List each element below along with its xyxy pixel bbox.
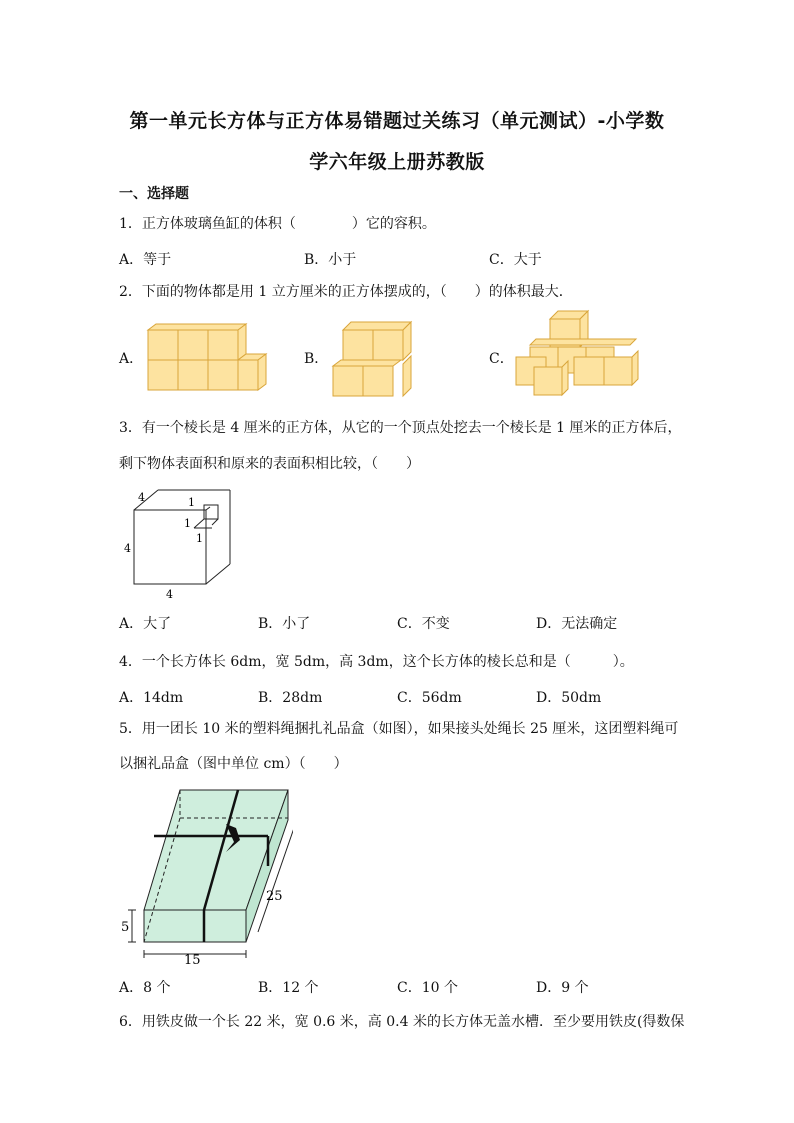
section-heading: 一、选择题 bbox=[119, 186, 189, 202]
question-3-stem-line1: 3．有一个棱长是 4 厘米的正方体，从它的一个顶点处挖去一个棱长是 1 厘米的正方体后， bbox=[119, 420, 682, 436]
q5-label-width: 15 bbox=[184, 953, 201, 966]
page-title-line1: 第一单元长方体与正方体易错题过关练习（单元测试）-小学数 bbox=[129, 110, 665, 132]
q3-label-top: 4 bbox=[138, 491, 145, 504]
q5-label-length: 25 bbox=[266, 889, 283, 904]
q5-option-c[interactable]: C．10 个 bbox=[397, 980, 458, 996]
q4-option-d[interactable]: D．50dm bbox=[536, 690, 602, 706]
q5-option-b[interactable]: B．12 个 bbox=[258, 980, 319, 996]
q4-option-c[interactable]: C．56dm bbox=[397, 690, 462, 706]
q2-figure-b bbox=[325, 318, 420, 400]
q3-label-n3: 1 bbox=[196, 532, 203, 545]
q2-figure-a bbox=[140, 320, 270, 400]
q1-option-a[interactable]: A．等于 bbox=[119, 252, 172, 268]
question-1-stem: 1．正方体玻璃鱼缸的体积（ ）它的容积。 bbox=[119, 216, 436, 232]
question-5-stem-line2: 以捆礼品盒（图中单位 cm）（ ） bbox=[119, 756, 348, 772]
q4-option-b[interactable]: B．28dm bbox=[258, 690, 323, 706]
q3-label-n1: 1 bbox=[188, 496, 195, 509]
q2-option-c[interactable]: C． bbox=[489, 351, 514, 367]
page-title-line2: 学六年级上册苏教版 bbox=[309, 151, 485, 173]
q3-cube-figure bbox=[120, 488, 240, 603]
q5-option-d[interactable]: D．9 个 bbox=[536, 980, 589, 996]
q3-option-d[interactable]: D．无法确定 bbox=[536, 616, 618, 632]
q1-option-c[interactable]: C．大于 bbox=[489, 252, 542, 268]
q3-option-a[interactable]: A．大了 bbox=[119, 616, 172, 632]
q2-option-a[interactable]: A． bbox=[119, 351, 144, 367]
question-3-stem-line2: 剩下物体表面积和原来的表面积相比较，（ ） bbox=[119, 456, 420, 472]
q2-figure-c bbox=[510, 305, 640, 397]
q3-label-n2: 1 bbox=[184, 517, 191, 530]
q3-label-bottom: 4 bbox=[166, 588, 173, 601]
q2-option-b[interactable]: B． bbox=[304, 351, 329, 367]
question-4-stem: 4．一个长方体长 6dm，宽 5dm，高 3dm，这个长方体的棱长总和是（ ）。 bbox=[119, 654, 634, 670]
q4-option-a[interactable]: A．14dm bbox=[119, 690, 184, 706]
q5-gift-box-figure bbox=[118, 784, 293, 966]
q3-label-left: 4 bbox=[124, 542, 131, 555]
question-2-stem: 2．下面的物体都是用 1 立方厘米的正方体摆成的，（ ）的体积最大． bbox=[119, 284, 573, 300]
q5-label-height: 5 bbox=[121, 920, 130, 935]
q1-option-b[interactable]: B．小于 bbox=[304, 252, 357, 268]
q5-option-a[interactable]: A．8 个 bbox=[119, 980, 171, 996]
q3-option-c[interactable]: C．不变 bbox=[397, 616, 450, 632]
q3-option-b[interactable]: B．小了 bbox=[258, 616, 311, 632]
question-5-stem-line1: 5．用一团长 10 米的塑料绳捆扎礼品盒（如图），如果接头处绳长 25 厘米，这团塑料绳可 bbox=[119, 721, 679, 737]
question-6-stem: 6．用铁皮做一个长 22 米，宽 0.6 米，高 0.4 米的长方体无盖水槽．至少要用铁皮(得数保 bbox=[119, 1014, 685, 1030]
